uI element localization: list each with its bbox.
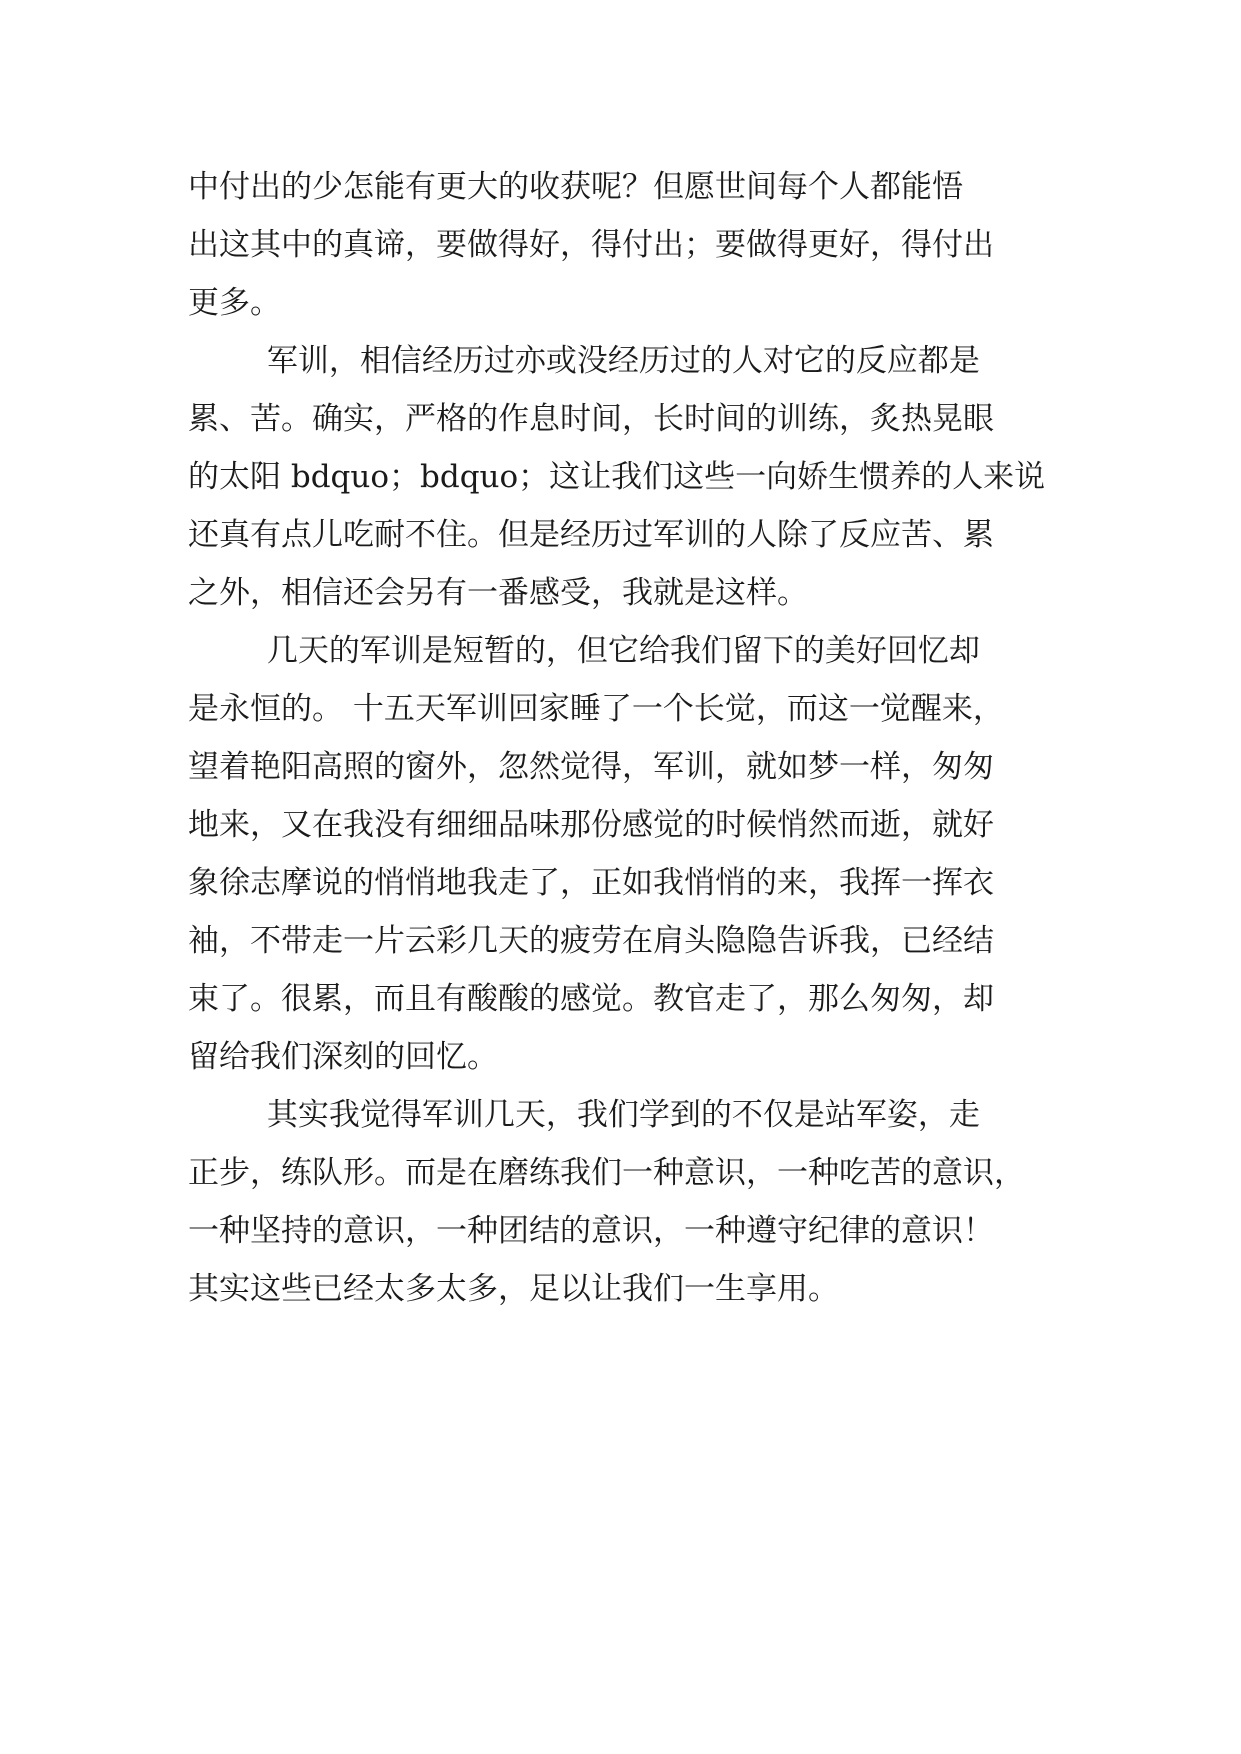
body-text	[188, 158, 1056, 1318]
text-line: 出这其中的真谛，要做得好，得付出；要做得更好，得付出	[188, 227, 994, 263]
text-line: 袖，不带走一片云彩几天的疲劳在肩头隐隐告诉我，已经结	[188, 923, 994, 959]
text-line: 望着艳阳高照的窗外，忽然觉得，军训，就如梦一样，匆匆	[188, 749, 994, 785]
text-line: 更多。	[188, 285, 281, 321]
text-line: 一种坚持的意识，一种团结的意识，一种遵守纪律的意识！	[188, 1213, 994, 1249]
text-line: 还真有点儿吃耐不住。但是经历过军训的人除了反应苦、累	[188, 517, 994, 553]
text-line: 正步，练队形。而是在磨练我们一种意识，一种吃苦的意识，	[188, 1155, 1025, 1191]
text-line: 的太阳 bdquo；bdquo；这让我们这些一向娇生惯养的人来说	[188, 459, 1046, 495]
text-line: 留给我们深刻的回忆。	[188, 1039, 498, 1075]
text-line: 束了。很累，而且有酸酸的感觉。教官走了，那么匆匆，却	[188, 981, 994, 1017]
text-line: 之外，相信还会另有一番感受，我就是这样。	[188, 575, 808, 611]
text-line: 累、苦。确实，严格的作息时间，长时间的训练，炙热晃眼	[188, 401, 994, 437]
text-line: 中付出的少怎能有更大的收获呢？但愿世间每个人都能悟	[188, 169, 963, 205]
text-line: 其实这些已经太多太多，足以让我们一生享用。	[188, 1271, 839, 1307]
text-line: 几天的军训是短暂的，但它给我们留下的美好回忆却	[188, 633, 980, 669]
text-line: 是永恒的。 十五天军训回家睡了一个长觉，而这一觉醒来，	[188, 691, 1004, 727]
text-line: 其实我觉得军训几天，我们学到的不仅是站军姿，走	[188, 1097, 980, 1133]
text-line: 军训，相信经历过亦或没经历过的人对它的反应都是	[188, 343, 980, 379]
text-line: 地来，又在我没有细细品味那份感觉的时候悄然而逝，就好	[188, 807, 994, 843]
text-line: 象徐志摩说的悄悄地我走了，正如我悄悄的来，我挥一挥衣	[188, 865, 994, 901]
